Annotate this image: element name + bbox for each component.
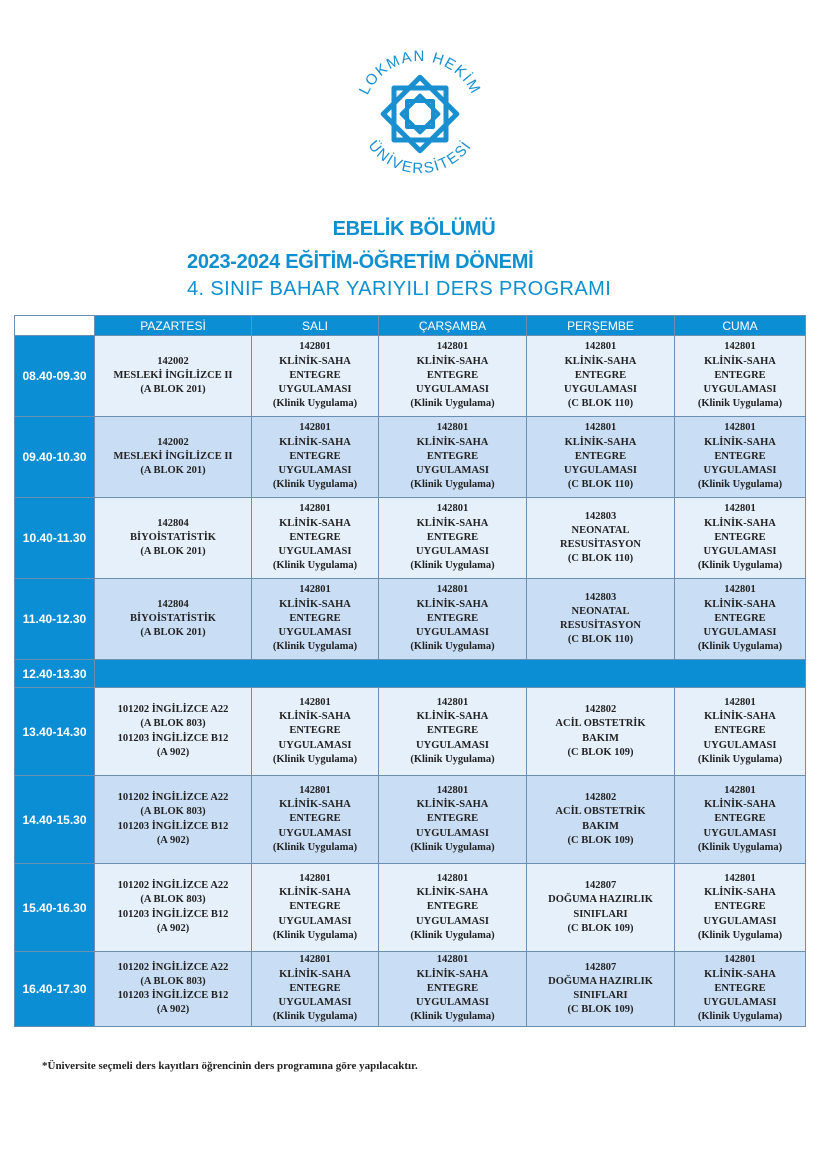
course-line: UYGULAMASI [416,546,489,558]
course-line: 142803 [584,591,617,603]
course-line: 142801 [436,784,469,796]
course-line: 101202 İNGİLİZCE A22 [117,704,229,716]
course-line: ENTEGRE [714,813,766,825]
course-line: UYGULAMASI [703,827,777,839]
svg-text:LOKMAN HEKİM: LOKMAN HEKİM [355,47,485,98]
course-cell [379,864,527,952]
course-line: UYGULAMASI [278,915,352,927]
course-line: ENTEGRE [426,901,479,913]
course-cell [675,776,806,864]
course-line: ENTEGRE [574,450,627,462]
course-line: ENTEGRE [289,813,341,825]
course-line: KLİNİK-SAHA [416,887,489,899]
course-line: ENTEGRE [289,901,341,913]
course-line: (Klinik Uygulama) [272,841,358,853]
lunch-break-fill [95,660,806,688]
table-row [15,336,806,417]
course-cell [252,579,379,660]
course-line: SINIFLARI [573,990,628,1001]
time-cell: 12.40-13.30 [15,660,95,688]
course-cell [95,864,252,952]
course-line: (Klinik Uygulama) [697,479,783,491]
course-line: KLİNİK-SAHA [704,517,776,529]
course-line: UYGULAMASI [564,465,637,477]
course-cell [675,688,806,776]
course-cell [252,952,379,1027]
course-line: 142801 [436,341,469,353]
course-line: ENTEGRE [426,725,479,737]
course-line: KLİNİK-SAHA [704,887,776,899]
course-cell [379,579,527,660]
time-cell: 13.40-14.30 [15,688,95,776]
course-cell [95,952,252,1027]
course-line: (Klinik Uygulama) [272,1011,358,1023]
course-line: DOĞUMA HAZIRLIK [548,894,653,906]
course-line: (C BLOK 109) [567,1004,634,1016]
course-line: SINIFLARI [573,908,628,920]
schedule-table [14,315,806,1027]
header-row [15,316,806,336]
course-line: 142807 [584,880,617,892]
university-logo [345,38,495,188]
course-line: 142801 [436,696,469,708]
course-cell [675,336,806,417]
course-line: KLİNİK-SAHA [416,968,489,980]
course-line: BİYOİSTATİSTİK [130,531,216,543]
table-row [15,952,806,1027]
course-line: ENTEGRE [426,813,479,825]
course-cell [527,336,675,417]
course-line: (Klinik Uygulama) [272,753,358,765]
course-line: (Klinik Uygulama) [272,560,358,572]
course-line: (Klinik Uygulama) [697,398,783,410]
course-line: (A BLOK 201) [140,384,206,396]
time-cell: 10.40-11.30 [15,498,95,579]
course-line: 142801 [584,341,617,353]
course-line: (Klinik Uygulama) [410,753,495,765]
course-line: KLİNİK-SAHA [279,887,351,899]
course-line: KLİNİK-SAHA [279,517,351,529]
course-cell [527,776,675,864]
course-line: 142803 [584,510,617,522]
course-line: ENTEGRE [714,725,766,737]
corner-cell [15,316,95,336]
course-line: ENTEGRE [714,531,766,543]
course-line: UYGULAMASI [416,384,489,396]
course-line: 142801 [584,422,617,434]
time-cell: 09.40-10.30 [15,417,95,498]
course-line: UYGULAMASI [416,465,489,477]
course-line: (Klinik Uygulama) [410,929,495,941]
course-line: UYGULAMASI [703,546,777,558]
course-line: (A 902) [156,834,190,846]
course-line: ENTEGRE [714,369,766,381]
course-cell [95,417,252,498]
course-line: 142801 [299,954,331,966]
course-line: (Klinik Uygulama) [410,479,495,491]
course-line: KLİNİK-SAHA [416,517,489,529]
course-cell [95,776,252,864]
course-line: 142801 [299,784,331,796]
course-line: 101203 İNGİLİZCE B12 [117,908,229,920]
course-cell [675,417,806,498]
course-line: ACİL OBSTETRİK [555,718,646,730]
term-title: 2023-2024 EĞİTİM-ÖĞRETİM DÖNEMİ [187,251,534,273]
course-line: ENTEGRE [289,612,341,624]
day-header: PERŞEMBE [527,316,675,336]
course-line: 142801 [299,696,331,708]
course-line: (Klinik Uygulama) [272,479,358,491]
course-line: 142801 [724,954,756,966]
course-line: UYGULAMASI [278,739,352,751]
course-line: UYGULAMASI [278,384,352,396]
course-line: ENTEGRE [426,531,479,543]
course-line: 142804 [157,598,189,610]
course-line: UYGULAMASI [703,997,777,1009]
course-line: ENTEGRE [289,369,341,381]
course-line: 101203 İNGİLİZCE B12 [117,820,229,832]
course-line: KLİNİK-SAHA [416,799,489,811]
course-cell [252,776,379,864]
course-line: 142802 [584,792,617,804]
program-title: 4. SINIF BAHAR YARIYILI DERS PROGRAMI [187,278,612,300]
course-cell [252,336,379,417]
course-cell [527,952,675,1027]
course-line: 142801 [436,503,469,515]
course-line: 142801 [299,584,331,596]
course-line: (Klinik Uygulama) [697,753,783,765]
course-line: (Klinik Uygulama) [410,641,495,653]
course-cell [379,688,527,776]
course-cell [95,688,252,776]
table-row [15,688,806,776]
course-line: (Klinik Uygulama) [410,1011,495,1023]
course-line: ENTEGRE [426,982,479,994]
course-cell [675,498,806,579]
course-cell [527,688,675,776]
course-line: UYGULAMASI [416,627,489,639]
course-line: NEONATAL [571,524,630,536]
table-row [15,776,806,864]
course-line: UYGULAMASI [564,384,637,396]
course-line: DOĞUMA HAZIRLIK [548,975,653,987]
course-line: UYGULAMASI [416,915,489,927]
course-line: KLİNİK-SAHA [416,436,489,448]
course-line: KLİNİK-SAHA [279,968,351,980]
course-line: 142804 [157,517,189,529]
course-line: 142801 [724,584,756,596]
course-cell [527,864,675,952]
course-line: RESUSİTASYON [560,620,641,631]
course-line: BİYOİSTATİSTİK [130,612,216,624]
course-line: UYGULAMASI [278,546,352,558]
course-line: UYGULAMASI [278,997,352,1009]
course-line: (A 902) [156,922,190,934]
course-line: (Klinik Uygulama) [697,1011,783,1023]
time-cell: 14.40-15.30 [15,776,95,864]
department-title: EBELİK BÖLÜMÜ [332,218,496,240]
time-cell: 11.40-12.30 [15,579,95,660]
course-line: ENTEGRE [574,369,627,381]
course-cell [379,498,527,579]
course-line: BAKIM [582,820,619,832]
table-row [15,579,806,660]
course-line: ENTEGRE [289,450,341,462]
course-cell [379,417,527,498]
course-line: 142801 [436,584,469,596]
course-line: ENTEGRE [426,369,479,381]
course-line: (A BLOK 201) [140,465,206,477]
course-line: 142801 [299,422,331,434]
course-line: 142801 [436,954,469,966]
table-row [15,417,806,498]
table-row [15,864,806,952]
course-cell [379,776,527,864]
course-line: (C BLOK 109) [567,922,634,934]
course-line: (Klinik Uygulama) [697,841,783,853]
course-line: 142002 [157,436,189,448]
course-line: KLİNİK-SAHA [416,355,489,367]
course-line: KLİNİK-SAHA [416,598,489,610]
course-line: 142801 [436,872,469,884]
course-line: KLİNİK-SAHA [704,436,776,448]
course-line: UYGULAMASI [278,627,352,639]
footnote: *Üniversite seçmeli ders kayıtları öğrencinin ders programına göre yapılacaktır. [42,1060,418,1072]
course-line: UYGULAMASI [278,465,352,477]
course-line: (Klinik Uygulama) [272,641,358,653]
day-header: ÇARŞAMBA [379,316,527,336]
course-line: 101203 İNGİLİZCE B12 [117,990,229,1001]
course-line: (A BLOK 201) [140,627,206,639]
course-cell [527,498,675,579]
course-line: ENTEGRE [289,982,341,994]
time-cell: 08.40-09.30 [15,336,95,417]
course-line: UYGULAMASI [703,915,777,927]
course-line: 142801 [436,422,469,434]
course-cell [95,336,252,417]
course-line: KLİNİK-SAHA [279,799,351,811]
day-header: CUMA [675,316,806,336]
course-line: (C BLOK 110) [567,398,634,410]
course-line: (Klinik Uygulama) [410,841,495,853]
lunch-row [15,660,806,688]
course-line: ENTEGRE [714,901,766,913]
course-line: 142801 [724,341,756,353]
course-line: 142802 [584,704,617,716]
course-line: MESLEKİ İNGİLİZCE II [113,369,233,381]
course-cell [675,952,806,1027]
course-line: ENTEGRE [289,725,341,737]
course-line: (Klinik Uygulama) [697,641,783,653]
course-line: 101202 İNGİLİZCE A22 [117,880,229,892]
course-line: (C BLOK 109) [567,746,634,758]
time-cell: 16.40-17.30 [15,952,95,1027]
course-line: (C BLOK 110) [567,634,634,646]
course-line: KLİNİK-SAHA [704,711,776,723]
course-line: 142807 [584,961,617,973]
course-line: 142801 [724,422,756,434]
course-line: NEONATAL [571,605,630,617]
course-line: KLİNİK-SAHA [279,711,351,723]
course-line: (C BLOK 109) [567,834,634,846]
course-line: (A 902) [156,1004,190,1016]
course-cell [675,579,806,660]
course-line: (A BLOK 803) [140,806,206,818]
course-cell [252,864,379,952]
course-line: UYGULAMASI [416,739,489,751]
course-line: (C BLOK 110) [567,553,634,565]
course-line: ENTEGRE [714,612,766,624]
course-line: (A 902) [156,746,190,758]
course-line: (Klinik Uygulama) [272,398,358,410]
course-line: 142801 [724,696,756,708]
course-line: KLİNİK-SAHA [279,355,351,367]
svg-text:ÜNİVERSİTESİ: ÜNİVERSİTESİ [364,137,476,178]
course-line: KLİNİK-SAHA [416,711,489,723]
course-line: 101202 İNGİLİZCE A22 [117,792,229,804]
course-line: ENTEGRE [426,450,479,462]
course-line: 142801 [724,784,756,796]
course-cell [379,336,527,417]
course-cell [95,579,252,660]
course-line: UYGULAMASI [278,827,352,839]
course-line: ENTEGRE [426,612,479,624]
course-cell [379,952,527,1027]
course-line: (Klinik Uygulama) [272,929,358,941]
course-line: 142801 [724,872,756,884]
course-line: (A BLOK 201) [140,546,206,558]
course-line: UYGULAMASI [416,827,489,839]
course-line: (Klinik Uygulama) [697,929,783,941]
course-line: ACİL OBSTETRİK [555,806,646,818]
course-line: ENTEGRE [714,450,766,462]
course-line: KLİNİK-SAHA [279,598,351,610]
course-line: 142801 [724,503,756,515]
course-line: (C BLOK 110) [567,479,634,491]
course-line: (A BLOK 803) [140,718,206,730]
course-line: KLİNİK-SAHA [704,355,776,367]
table-row [15,498,806,579]
course-line: (Klinik Uygulama) [697,560,783,572]
course-line: KLİNİK-SAHA [564,355,637,367]
course-line: 101202 İNGİLİZCE A22 [117,961,229,973]
course-line: 142801 [299,341,331,353]
course-cell [252,498,379,579]
logo-seal-icon [345,38,495,188]
day-header: SALI [252,316,379,336]
day-header: PAZARTESİ [95,316,252,336]
course-line: MESLEKİ İNGİLİZCE II [113,450,233,462]
course-line: (Klinik Uygulama) [410,560,495,572]
course-line: 142801 [299,872,331,884]
course-line: UYGULAMASI [703,739,777,751]
course-cell [527,417,675,498]
course-line: 101203 İNGİLİZCE B12 [117,732,229,744]
course-cell [252,417,379,498]
course-line: KLİNİK-SAHA [704,598,776,610]
course-line: UYGULAMASI [703,465,777,477]
course-cell [527,579,675,660]
course-cell [95,498,252,579]
course-line: ENTEGRE [714,982,766,994]
course-line: UYGULAMASI [416,997,489,1009]
course-line: (A BLOK 803) [140,975,206,987]
course-line: RESUSİTASYON [560,539,641,550]
course-line: UYGULAMASI [703,627,777,639]
course-line: 142801 [299,503,331,515]
course-line: ENTEGRE [289,531,341,543]
course-line: KLİNİK-SAHA [279,436,351,448]
course-line: 142002 [157,355,189,367]
course-cell [675,864,806,952]
course-line: (A BLOK 803) [140,894,206,906]
course-line: KLİNİK-SAHA [704,968,776,980]
course-cell [252,688,379,776]
course-line: BAKIM [582,732,619,744]
course-line: KLİNİK-SAHA [704,799,776,811]
course-line: UYGULAMASI [703,384,777,396]
course-line: (Klinik Uygulama) [410,398,495,410]
course-line: KLİNİK-SAHA [564,436,637,448]
time-cell: 15.40-16.30 [15,864,95,952]
